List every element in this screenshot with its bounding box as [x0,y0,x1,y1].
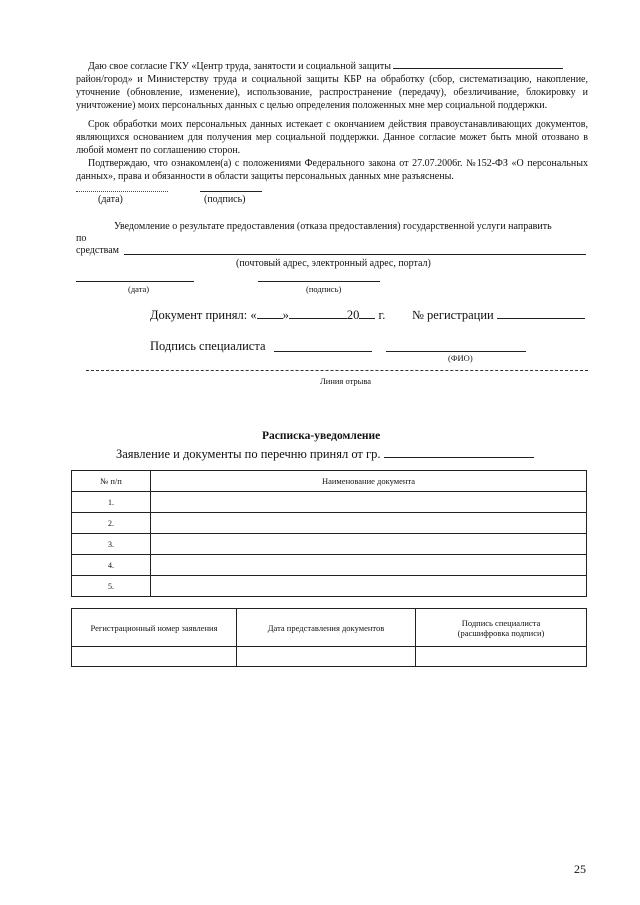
cut-line-label: Линия отрыва [320,376,372,386]
row-number: 1. [72,492,151,513]
row-number: 4. [72,555,151,576]
spec-sign-label: Подпись специалиста [150,339,266,353]
doc-accepted-prefix: Документ принял: « [150,308,257,322]
doc-month-blank [289,307,347,319]
spec-fio-label: (ФИО) [448,353,473,363]
specialist-signature-header: Подпись специалиста (расшифровка подписи) [416,609,587,647]
spec-fio-line [386,351,526,352]
notice-line-2: по [76,233,87,244]
notice-sign-line [258,281,380,282]
receipt-title: Расписка-уведомление [262,430,381,442]
cut-line [86,370,588,371]
registration-table-row [72,647,587,667]
consent-paragraph-1 [76,58,588,112]
notice-means-label: (почтовый адрес, электронный адрес, портал) [236,258,431,269]
row-doc-name[interactable] [151,534,587,555]
region-blank [393,58,563,69]
consent-paragraph-3: Подтверждаю, что ознакомлен(а) с положениями Федерального закона от 27.07.2006г. №152-ФЗ «О персональных данных», права и обязанности в области защиты персональных данных мне разъяснены. [76,158,588,182]
receipt-subtitle-line [116,446,534,462]
row-doc-name[interactable] [151,492,587,513]
row-doc-name[interactable] [151,513,587,534]
table-row [72,513,587,534]
col-name-header: Наименование документа [151,471,587,492]
specialist-signature-cell[interactable] [416,647,587,667]
doc-accepted-mid: » [282,308,289,322]
table-row [72,534,587,555]
reg-number-header: Регистрационный номер заявления [72,609,237,647]
col-number-header: № п/п [72,471,151,492]
notice-line-3: средствам [76,245,119,256]
table-row [72,492,587,513]
consent-text-start: Даю свое согласие ГКУ «Центр труда, занятости и социальной защиты [88,61,391,72]
doc-year-blank [359,307,375,319]
documents-table [71,470,587,597]
consent-date-label: (дата) [98,194,123,205]
submission-date-header: Дата представления документов [237,609,416,647]
reg-number-blank [497,307,585,319]
doc-year-suffix: г. [378,308,386,322]
row-doc-name[interactable] [151,576,587,597]
row-number: 5. [72,576,151,597]
reg-number-label: № регистрации [412,308,494,322]
notice-means-line [124,254,586,255]
notice-date-label: (дата) [128,284,150,294]
page-number: 25 [574,862,586,876]
receipt-subtitle: Заявление и документы по перечню принял от гр. [116,447,381,461]
doc-accepted-line [150,307,385,323]
notice-line-1: Уведомление о результате предоставления (отказа предоставления) государственной услуги направить [114,221,552,232]
table-row [72,555,587,576]
row-doc-name[interactable] [151,555,587,576]
table-row [72,576,587,597]
consent-paragraph-2: Срок обработки моих персональных данных истекает с окончанием действия правоустанавливающих документов, являющихся основанием для получения мер социальной поддержки. Данное согласие может быть мной отозвано в любой момент по соглашению сторон. [76,119,588,156]
notice-sign-label: (подпись) [306,284,342,294]
spec-sign-line [274,351,372,352]
doc-day-blank [257,307,283,319]
registration-table [71,608,587,667]
documents-table-header [72,471,587,492]
consent-sign-line [200,191,262,192]
receipt-name-blank [384,446,534,458]
doc-year-prefix: 20 [346,308,360,322]
reg-number-line [412,307,585,323]
consent-sign-label: (подпись) [204,194,246,205]
consent-date-line [76,191,168,192]
reg-number-cell[interactable] [72,647,237,667]
submission-date-cell[interactable] [237,647,416,667]
consent-text-rest: район/город» и Министерству труда и социальной защиты КБР на обработку (сбор, систематизацию, накопление, уточнение (обновление, изменение), использование, распространение (передачу), обезличивание, блокировку и уничтожение) моих персональных данных с целью определения положенных мне мер социальной поддержки. [76,74,588,111]
notice-date-line [76,281,194,282]
row-number: 2. [72,513,151,534]
registration-table-header [72,609,587,647]
row-number: 3. [72,534,151,555]
